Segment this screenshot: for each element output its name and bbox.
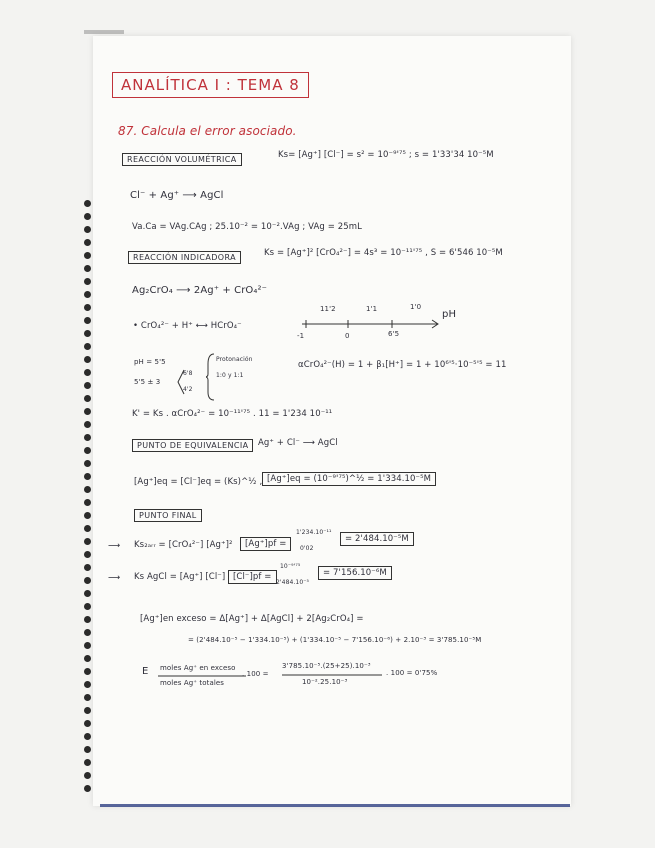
scale-bottom-label: 6'5 — [388, 330, 400, 338]
ph-range: 5'5 ± 3 — [134, 378, 161, 386]
equivalence-reaction: Ag⁺ + Cl⁻ ⟶ AgCl — [258, 438, 338, 448]
spiral-hole — [84, 304, 91, 311]
equivalence-result: [Ag⁺]eq = (10⁻⁹'⁷⁵)^½ = 1'334.10⁻⁵M — [262, 472, 436, 486]
spiral-hole — [84, 213, 91, 220]
spiral-hole — [84, 395, 91, 402]
excess-calculation: = (2'484.10⁻⁵ − 1'334.10⁻⁵) + (1'334.10⁻⁵ − 7'156.10⁻⁶) + 2.10⁻³ = 3'785.10⁻⁵M — [188, 636, 482, 644]
equivalence-expression: [Ag⁺]eq = [Cl⁻]eq = (Ks)^½ , — [134, 477, 263, 487]
final-cl-label: [Cl⁻]pf = — [228, 570, 277, 584]
notebook-cover-edge — [100, 804, 570, 807]
spiral-hole — [84, 460, 91, 467]
scale-tick-label: 1'1 — [366, 305, 378, 313]
spiral-hole — [84, 707, 91, 714]
spiral-hole — [84, 538, 91, 545]
final-point-label: PUNTO FINAL — [134, 509, 202, 522]
spiral-hole — [84, 239, 91, 246]
spiral-hole — [84, 720, 91, 727]
ph-branch-bracket — [176, 368, 186, 396]
page-top-mark — [84, 30, 124, 34]
spiral-hole — [84, 629, 91, 636]
spiral-hole — [84, 434, 91, 441]
spiral-hole — [84, 551, 91, 558]
ph-value: pH = 5'5 — [134, 358, 166, 366]
error-denominator-values: 10⁻².25.10⁻³ — [302, 678, 348, 686]
conditional-constant: K' = Ks . αCrO₄²⁻ = 10⁻¹¹'⁷⁵ . 11 = 1'234 10⁻¹¹ — [132, 409, 333, 419]
volumetric-reaction-label: REACCIÓN VOLUMÉTRICA — [122, 153, 242, 166]
error-numerator-values: 3'785.10⁻⁵.(25+25).10⁻³ — [282, 662, 371, 670]
spiral-hole — [84, 616, 91, 623]
indicator-reaction-label: REACCIÓN INDICADORA — [128, 251, 241, 264]
indicator-ks-expression: Ks = [Ag⁺]² [CrO₄²⁻] = 4s³ = 10⁻¹¹'⁷⁵ , S = 6'546 10⁻⁵M — [264, 248, 503, 258]
spiral-hole — [84, 382, 91, 389]
protonation-reaction: • CrO₄²⁻ + H⁺ ⟷ HCrO₄⁻ — [133, 321, 242, 331]
spiral-hole — [84, 252, 91, 259]
spiral-hole — [84, 486, 91, 493]
spiral-hole — [84, 746, 91, 753]
spiral-hole — [84, 525, 91, 532]
spiral-hole — [84, 642, 91, 649]
problem-statement: 87. Calcula el error asociado. — [118, 124, 297, 138]
spiral-hole — [84, 564, 91, 571]
spiral-hole — [84, 577, 91, 584]
spiral-hole — [84, 291, 91, 298]
final-fraction-top: 1'234.10⁻¹¹ — [296, 529, 332, 536]
brace-label-bottom: 1:0 y 1:1 — [216, 372, 244, 379]
final-ks-chromate: Ks₂ₐᵣᵣ = [CrO₄²⁻] [Ag⁺]² — [134, 540, 233, 550]
volumetric-ks-expression: Ks= [Ag⁺] [Cl⁻] = s² = 10⁻⁹'⁷⁵ ; s = 1'33'34 10⁻⁵M — [278, 150, 494, 160]
protonation-brace — [206, 352, 216, 402]
spiral-hole — [84, 473, 91, 480]
spiral-hole — [84, 733, 91, 740]
error-fraction-bar — [158, 675, 248, 678]
spiral-hole — [84, 343, 91, 350]
alpha-coefficient: αCrO₄²⁻(H) = 1 + β₁[H⁺] = 1 + 10⁶'⁵·10⁻⁵'⁵ = 11 — [298, 360, 507, 370]
spiral-hole — [84, 603, 91, 610]
spiral-hole — [84, 772, 91, 779]
ph-branch-bottom: 4'2 — [183, 386, 193, 393]
spiral-hole — [84, 681, 91, 688]
spiral-hole — [84, 694, 91, 701]
spiral-hole — [84, 356, 91, 363]
scale-bottom-label: -1 — [297, 332, 305, 340]
spiral-hole — [84, 265, 91, 272]
error-times: . 100 = — [242, 670, 269, 678]
spiral-hole — [84, 369, 91, 376]
final-cl-fraction-bottom: 2'484.10⁻⁵ — [276, 579, 310, 586]
error-denominator: moles Ag⁺ totales — [160, 679, 225, 687]
page-title: ANALÍTICA I : TEMA 8 — [112, 72, 309, 98]
spiral-hole — [84, 408, 91, 415]
final-cl-result: = 7'156.10⁻⁶M — [318, 566, 392, 580]
spiral-hole — [84, 499, 91, 506]
scale-tick-label: 1'0 — [410, 303, 422, 311]
error-numerator: moles Ag⁺ en exceso — [160, 664, 236, 672]
final-fraction-bottom: 0'02 — [300, 545, 314, 552]
scale-unit: pH — [442, 309, 457, 320]
spiral-hole — [84, 278, 91, 285]
spiral-hole — [84, 759, 91, 766]
brace-label-top: Protonación — [216, 356, 253, 363]
spiral-binding — [84, 200, 94, 800]
final-cl-fraction-top: 10⁻⁹'⁷⁵ — [280, 563, 301, 570]
ph-branch-top: 6'8 — [183, 370, 193, 377]
final-ks-agcl: Ks AgCl = [Ag⁺] [Cl⁻] — [134, 572, 226, 582]
volume-calculation: Va.Ca = VAg.CAg ; 25.10⁻² = 10⁻².VAg ; VAg = 25mL — [132, 222, 362, 232]
spiral-hole — [84, 655, 91, 662]
spiral-hole — [84, 785, 91, 792]
spiral-hole — [84, 668, 91, 675]
volumetric-reaction: Cl⁻ + Ag⁺ ⟶ AgCl — [130, 190, 224, 201]
spiral-hole — [84, 512, 91, 519]
excess-expression: [Ag⁺]en exceso = Δ[Ag⁺] + Δ[AgCl] + 2[Ag₂CrO₄] = — [140, 614, 364, 624]
spiral-hole — [84, 421, 91, 428]
final-ag-label: [Ag⁺]pf = — [240, 537, 291, 551]
spiral-hole — [84, 200, 91, 207]
spiral-hole — [84, 226, 91, 233]
error-fraction-bar-2 — [282, 674, 386, 677]
indicator-reaction: Ag₂CrO₄ ⟶ 2Ag⁺ + CrO₄²⁻ — [132, 285, 267, 296]
error-result: . 100 = 0'75% — [386, 669, 438, 677]
spiral-hole — [84, 447, 91, 454]
spiral-hole — [84, 590, 91, 597]
error-symbol: E — [142, 666, 149, 677]
scale-tick-label: 11'2 — [320, 305, 336, 313]
spiral-hole — [84, 317, 91, 324]
margin-arrow: ⟶ — [108, 573, 121, 583]
equivalence-point-label: PUNTO DE EQUIVALENCIA — [132, 439, 253, 452]
final-ag-result: = 2'484.10⁻⁵M — [340, 532, 414, 546]
spiral-hole — [84, 330, 91, 337]
scale-bottom-label: 0 — [345, 332, 350, 340]
margin-arrow: ⟶ — [108, 541, 121, 551]
